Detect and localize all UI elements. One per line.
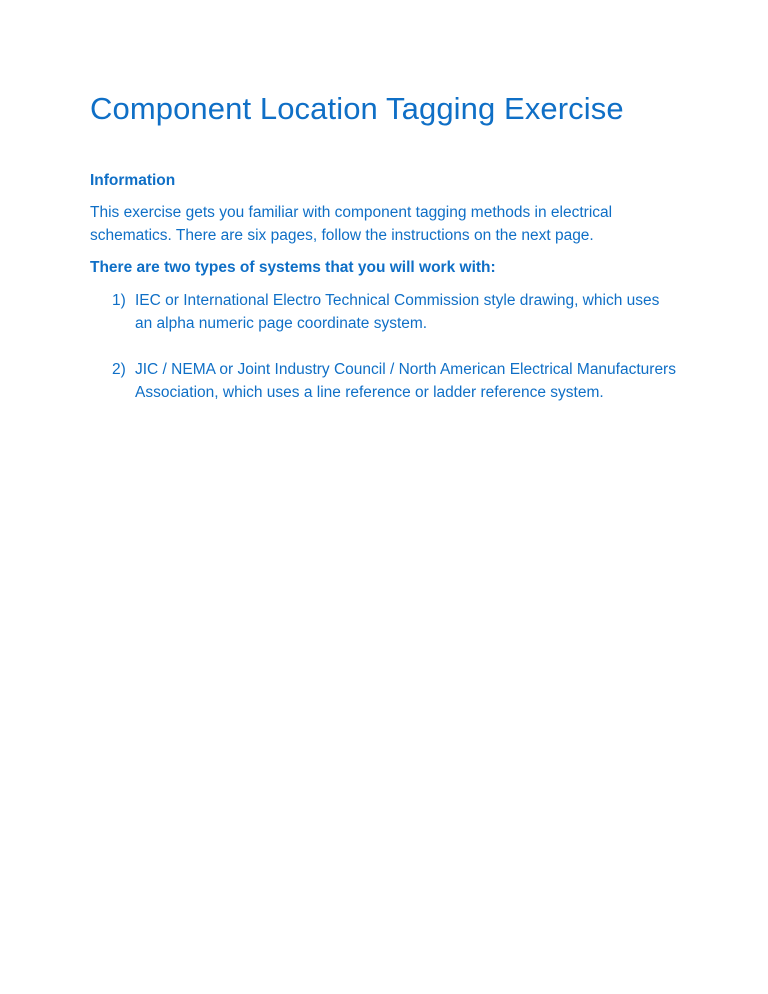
systems-heading: There are two types of systems that you will work with: (90, 259, 496, 277)
intro-paragraph: This exercise gets you familiar with component tagging methods in electrical schematics. There are six pages, follow the instructions on the next page. (90, 204, 613, 245)
list-item-text: JIC / NEMA or Joint Industry Council / North American Electrical Manufacturers Association, which uses a line reference or ladder reference system. (135, 361, 676, 402)
information-heading: Information (90, 172, 176, 190)
list-item-number: 1) (112, 292, 126, 310)
document-title: Component Location Tagging Exercise (90, 91, 624, 126)
systems-list (90, 289, 678, 404)
list-item-text: IEC or International Electro Technical Commission style drawing, which uses an alpha numeric page coordinate system. (135, 292, 660, 333)
list-item-number: 2) (112, 361, 126, 379)
list-item (112, 358, 678, 404)
list-item (112, 289, 678, 335)
